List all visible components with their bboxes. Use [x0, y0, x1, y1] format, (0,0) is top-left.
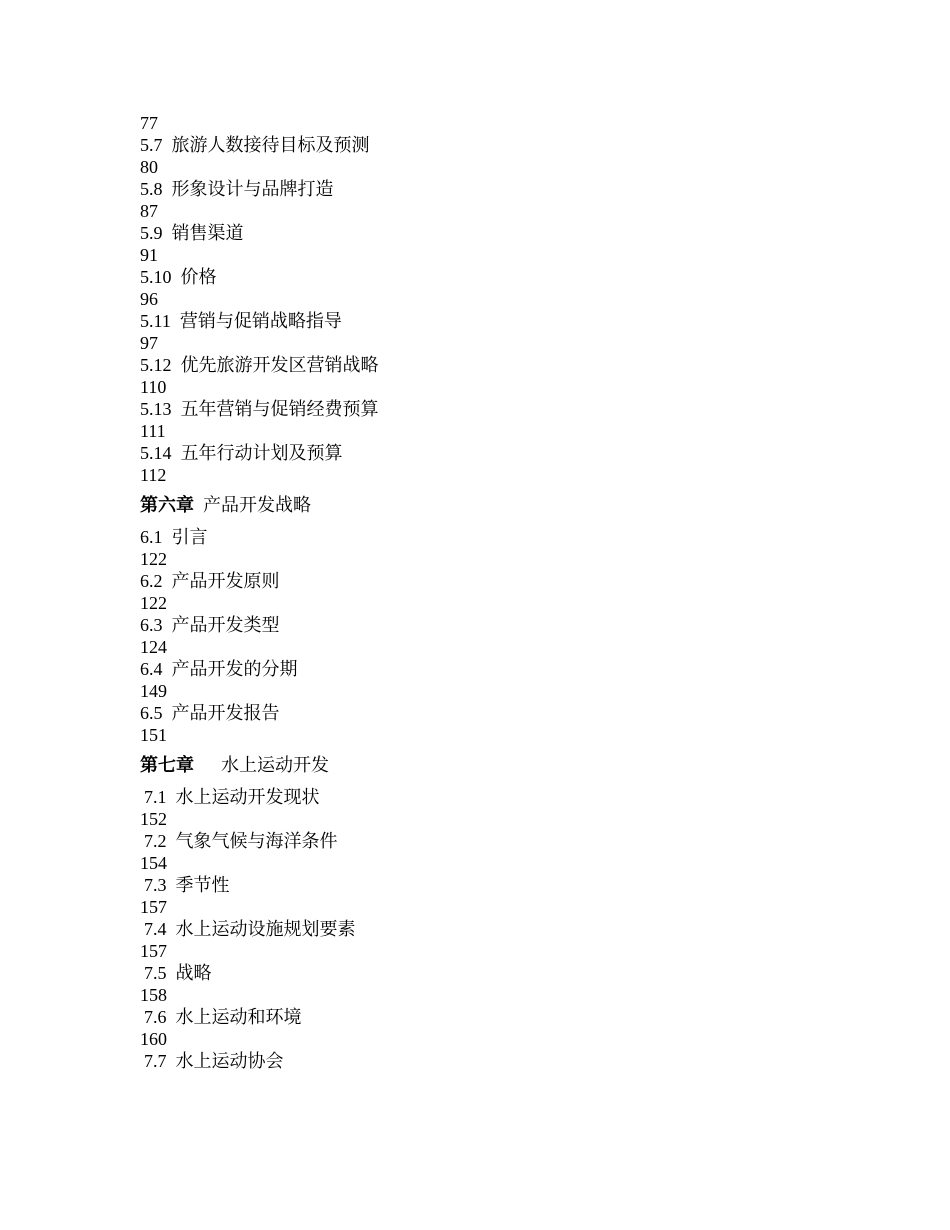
toc-entry-title: 营销与促销战略指导 — [179, 311, 342, 331]
toc-entry-number: 7.2 — [144, 831, 167, 851]
toc-entry-title: 产品开发类型 — [171, 615, 280, 635]
toc-entry-page: 157 — [140, 941, 167, 961]
toc-entry[interactable] — [140, 134, 840, 156]
toc-entry-page: 112 — [140, 465, 167, 485]
toc-entry-number: 5.9 — [140, 223, 163, 243]
toc-entry-number: 7.6 — [144, 1007, 167, 1027]
toc-entry[interactable] — [140, 918, 840, 940]
toc-entry[interactable] — [140, 570, 840, 592]
chapter5-entries — [140, 134, 840, 486]
toc-entry-page: 96 — [140, 289, 158, 309]
toc-entry[interactable] — [140, 442, 840, 464]
toc-entry-number: 5.7 — [140, 135, 163, 155]
toc-entry-title: 水上运动协会 — [175, 1051, 284, 1071]
document-page — [140, 112, 840, 1072]
toc-entry-number: 7.5 — [144, 963, 167, 983]
toc-entry[interactable] — [140, 266, 840, 288]
chapter-label: 第七章 — [140, 755, 194, 775]
toc-entry-number: 5.8 — [140, 179, 163, 199]
toc-entry-number: 6.3 — [140, 615, 163, 635]
toc-entry-page: 122 — [140, 593, 167, 613]
toc-entry[interactable] — [140, 830, 840, 852]
toc-entry-page: 152 — [140, 809, 167, 829]
toc-entry-number: 6.5 — [140, 703, 163, 723]
toc-entry[interactable] — [140, 962, 840, 984]
toc-entry-title: 季节性 — [175, 875, 230, 895]
toc-entry-number: 6.4 — [140, 659, 163, 679]
toc-entry-page: 124 — [140, 637, 167, 657]
toc-entry-title: 水上运动设施规划要素 — [175, 919, 356, 939]
toc-entry[interactable] — [140, 222, 840, 244]
page-number: 77 — [140, 113, 158, 133]
chapter6-heading — [140, 494, 840, 516]
toc-entry-number: 7.3 — [144, 875, 167, 895]
toc-entry[interactable] — [140, 658, 840, 680]
toc-entry-number: 5.10 — [140, 267, 172, 287]
toc-entry-number: 6.2 — [140, 571, 163, 591]
toc-entry-number: 5.13 — [140, 399, 172, 419]
toc-entry-page: 111 — [140, 421, 166, 441]
toc-entry[interactable] — [140, 1050, 840, 1072]
toc-entry-page: 97 — [140, 333, 158, 353]
toc-entry-page: 151 — [140, 725, 167, 745]
toc-entry-title: 形象设计与品牌打造 — [171, 179, 334, 199]
toc-entry-number: 7.1 — [144, 787, 167, 807]
toc-entry-page: 154 — [140, 853, 167, 873]
toc-entry-title: 销售渠道 — [171, 223, 244, 243]
toc-entry-title: 气象气候与海洋条件 — [175, 831, 338, 851]
chapter-title: 产品开发战略 — [203, 495, 311, 515]
toc-entry-page: 87 — [140, 201, 158, 221]
toc-entry[interactable] — [140, 702, 840, 724]
chapter6-entries — [140, 526, 840, 746]
toc-entry-title: 水上运动和环境 — [175, 1007, 302, 1027]
toc-entry-number: 7.4 — [144, 919, 167, 939]
toc-entry-title: 引言 — [171, 527, 208, 547]
toc-entry-title: 五年营销与促销经费预算 — [180, 399, 379, 419]
toc-entry-title: 产品开发报告 — [171, 703, 280, 723]
toc-entry-page: 149 — [140, 681, 167, 701]
toc-entry-number: 5.12 — [140, 355, 172, 375]
chapter7-heading — [140, 754, 840, 776]
toc-entry[interactable] — [140, 874, 840, 896]
toc-entry-title: 旅游人数接待目标及预测 — [171, 135, 370, 155]
toc-entry-title: 战略 — [175, 963, 212, 983]
toc-entry-page: 160 — [140, 1029, 167, 1049]
toc-entry-number: 5.11 — [140, 311, 171, 331]
toc-entry-page: 110 — [140, 377, 167, 397]
chapter7-entries — [140, 786, 840, 1072]
toc-entry-title: 产品开发原则 — [171, 571, 280, 591]
toc-entry[interactable] — [140, 398, 840, 420]
toc-entry-title: 价格 — [180, 267, 217, 287]
chapter-label: 第六章 — [140, 495, 194, 515]
toc-entry-number: 5.14 — [140, 443, 172, 463]
toc-entry-title: 水上运动开发现状 — [175, 787, 320, 807]
toc-entry-page: 158 — [140, 985, 167, 1005]
toc-entry-title: 优先旅游开发区营销战略 — [180, 355, 379, 375]
toc-entry[interactable] — [140, 526, 840, 548]
toc-entry[interactable] — [140, 614, 840, 636]
toc-entry[interactable] — [140, 178, 840, 200]
toc-entry-number: 6.1 — [140, 527, 163, 547]
toc-entry-title: 产品开发的分期 — [171, 659, 298, 679]
toc-entry-page: 80 — [140, 157, 158, 177]
toc-entry-title: 五年行动计划及预算 — [180, 443, 343, 463]
toc-entry-page: 91 — [140, 245, 158, 265]
toc-entry[interactable] — [140, 310, 840, 332]
toc-entry-page: 122 — [140, 549, 167, 569]
toc-entry-page: 157 — [140, 897, 167, 917]
toc-entry[interactable] — [140, 1006, 840, 1028]
chapter-title: 水上运动开发 — [221, 755, 329, 775]
toc-entry-number: 7.7 — [144, 1051, 167, 1071]
toc-entry[interactable] — [140, 786, 840, 808]
toc-entry[interactable] — [140, 354, 840, 376]
